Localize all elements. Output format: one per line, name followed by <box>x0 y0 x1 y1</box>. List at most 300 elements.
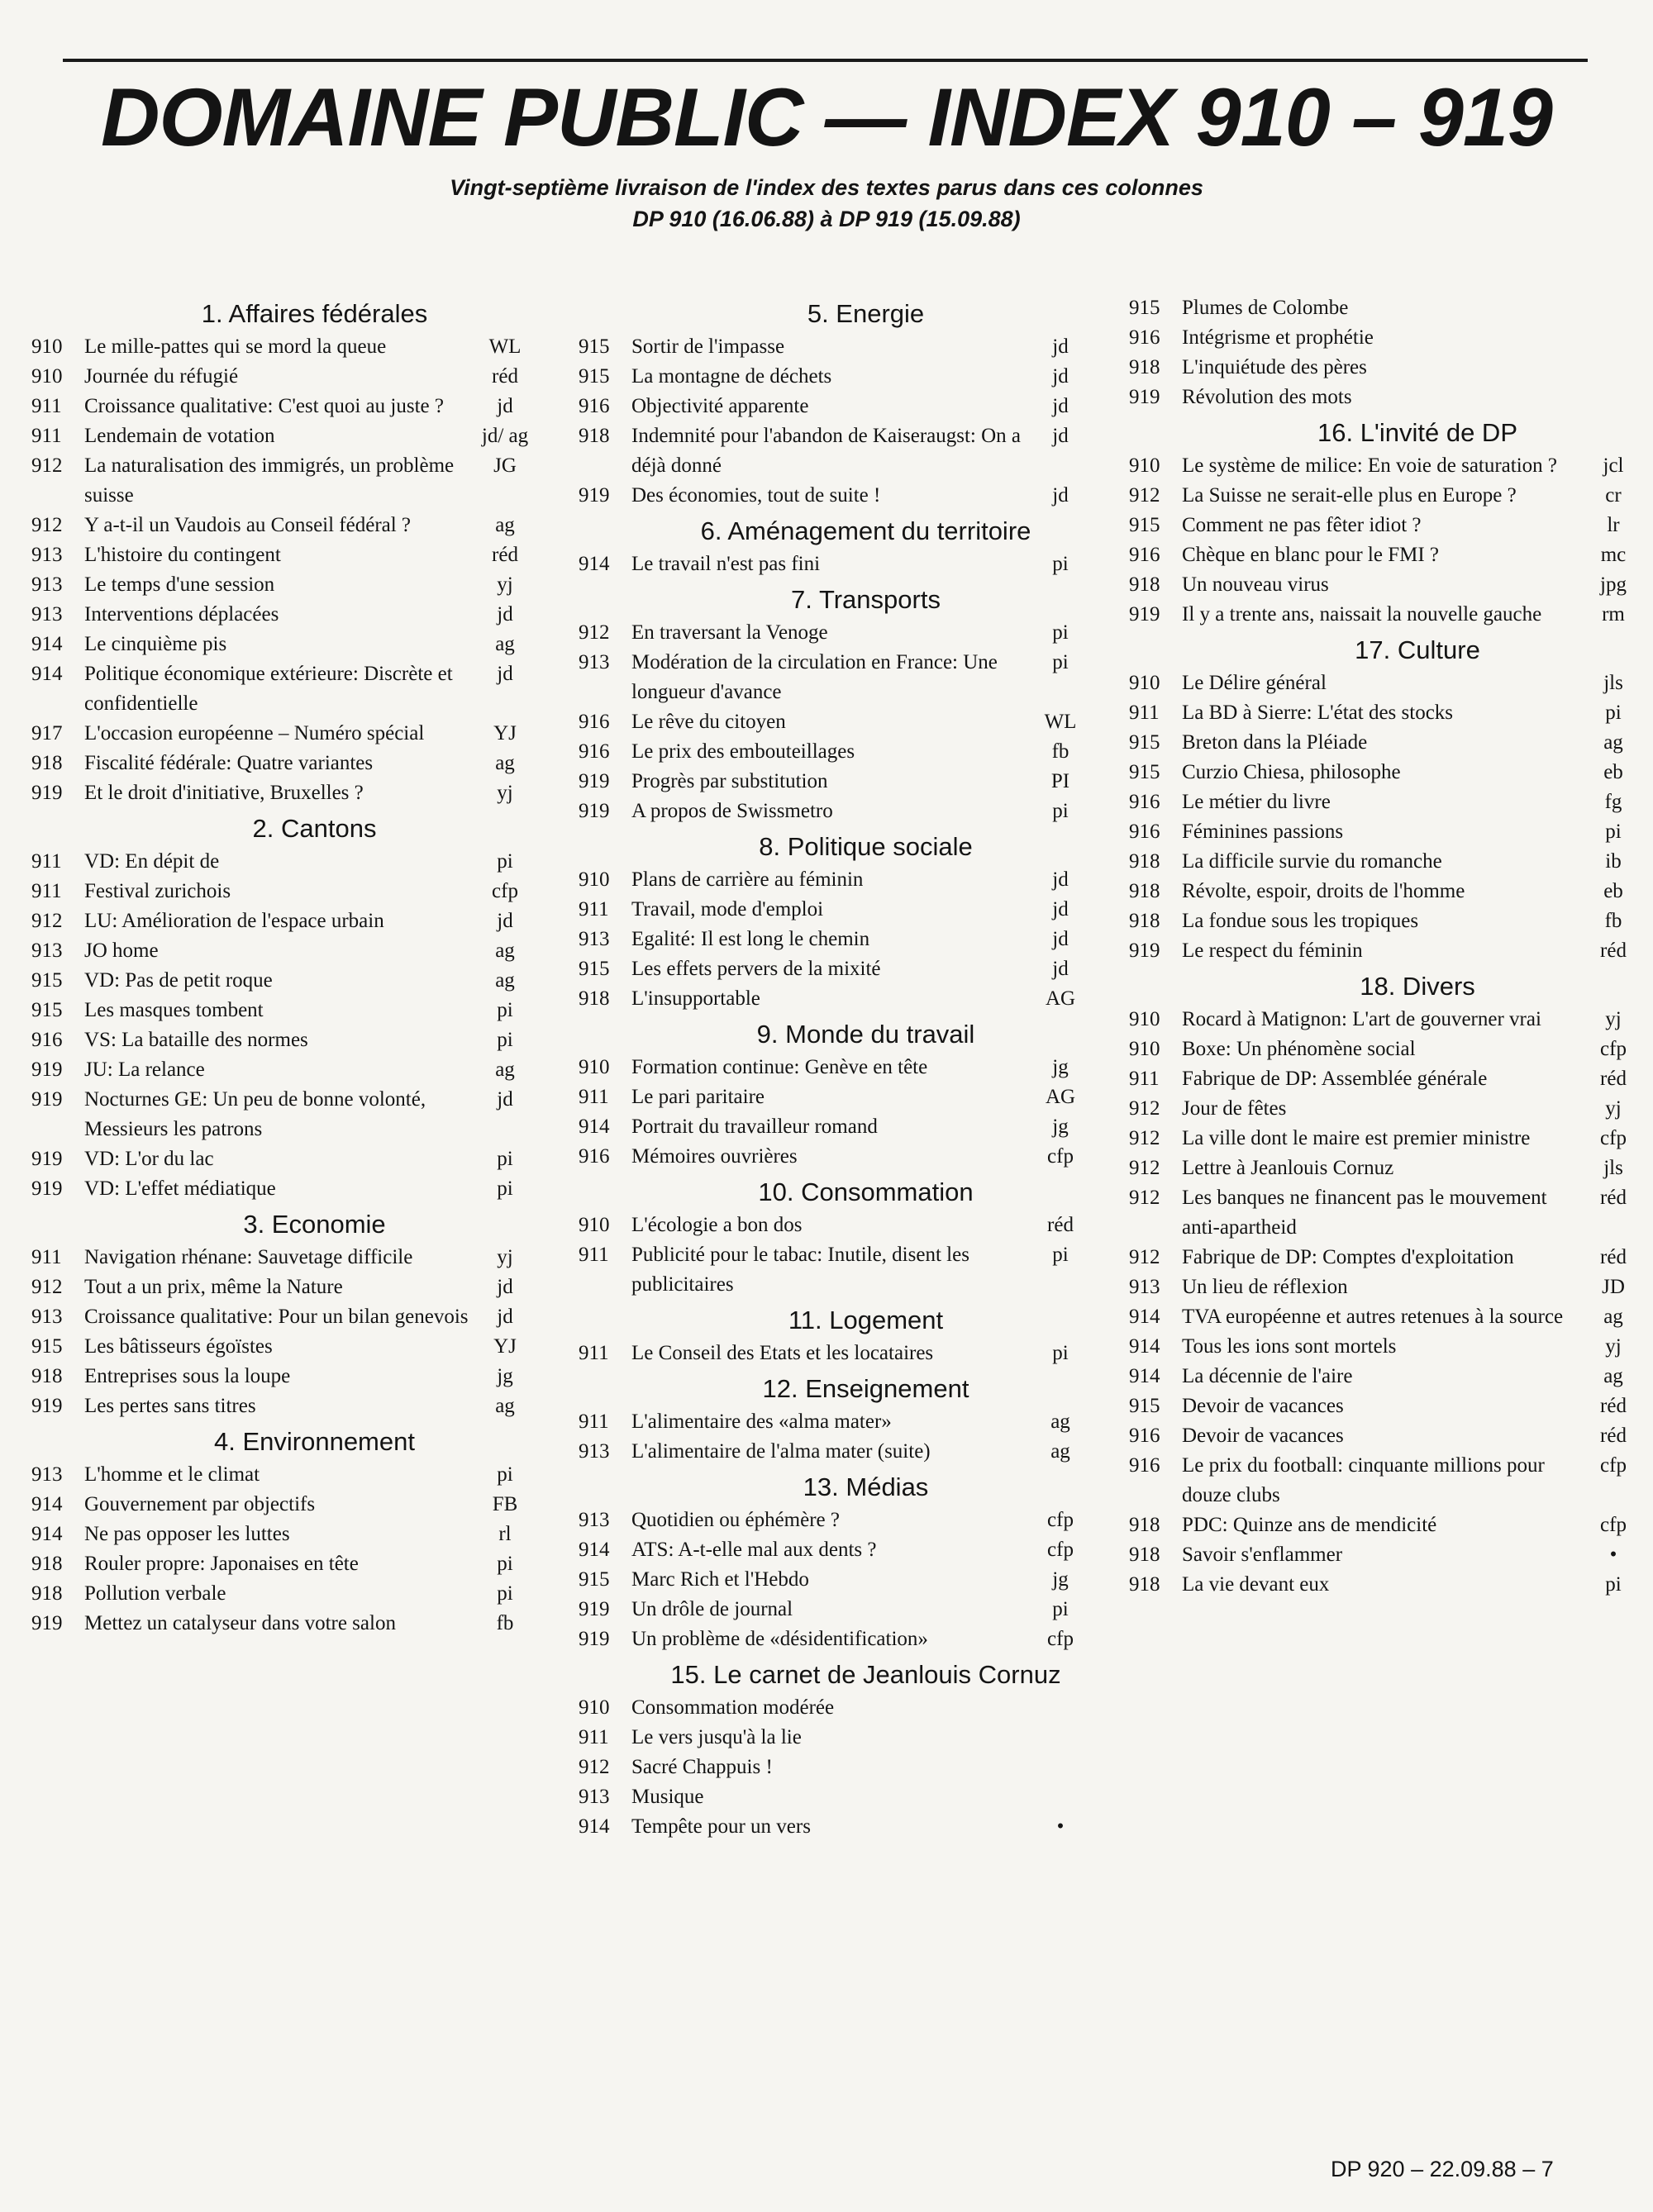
entry-title: La difficile survie du romanche <box>1182 850 1442 873</box>
index-section <box>31 1421 531 1639</box>
index-entry <box>31 778 531 808</box>
issue-number: 913 <box>579 928 610 950</box>
entry-title: Le cinquième pis <box>84 633 227 655</box>
entry-title: Chèque en blanc pour le FMI ? <box>1182 544 1440 566</box>
index-entry <box>579 648 1087 707</box>
index-entry <box>579 1407 1087 1437</box>
index-entry <box>31 362 531 392</box>
index-entry <box>579 1211 1087 1240</box>
index-entry <box>1129 323 1640 353</box>
issue-number: 914 <box>579 1539 610 1561</box>
author-initials: cfp <box>1047 1628 1074 1650</box>
page-title: DOMAINE PUBLIC — INDEX 910 – 919 <box>101 71 1552 163</box>
author-initials: pi <box>1052 800 1069 822</box>
entry-title: Croissance qualitative: C'est quoi au juste ? <box>84 395 444 417</box>
author-initials: jd <box>1052 395 1069 417</box>
author-initials: rl <box>498 1523 512 1545</box>
issue-number: 911 <box>579 898 609 920</box>
entry-title: L'écologie a bon dos <box>631 1214 803 1236</box>
author-initials: cfp <box>1047 1509 1074 1531</box>
issue-number: 910 <box>1129 1008 1160 1030</box>
entry-title: Le Conseil des Etats et les locataires <box>631 1342 934 1364</box>
section-heading: 7. Transports <box>791 585 941 614</box>
entry-title: L'histoire du contingent <box>84 544 281 566</box>
entry-title: Quotidien ou éphémère ? <box>631 1509 840 1531</box>
index-entry <box>579 1753 1087 1782</box>
author-initials: cfp <box>492 880 518 902</box>
entry-title: Il y a trente ans, naissait la nouvelle gauche <box>1182 603 1542 626</box>
index-entry <box>1129 1005 1640 1035</box>
index-section <box>579 1014 1087 1172</box>
index-entry <box>579 1812 1087 1842</box>
index-section <box>579 1654 1087 1842</box>
issue-number: 911 <box>1129 1068 1160 1090</box>
issue-number: 910 <box>31 335 63 358</box>
entry-title: L'homme et le climat <box>84 1463 260 1486</box>
index-entry <box>579 954 1087 984</box>
index-entry <box>1129 481 1640 511</box>
issue-number: 912 <box>1129 1157 1160 1179</box>
index-entry <box>579 984 1087 1014</box>
entry-title: VS: La bataille des normes <box>84 1029 308 1051</box>
issue-number: 919 <box>579 800 610 822</box>
author-initials: fb <box>1604 910 1622 932</box>
index-entry <box>31 996 531 1025</box>
index-entry <box>31 966 531 996</box>
author-initials: réd <box>1600 1246 1627 1268</box>
entry-title: Tempête pour un vers <box>631 1815 811 1838</box>
author-initials: réd <box>1600 1068 1627 1090</box>
entry-title: Le rêve du citoyen <box>631 711 786 733</box>
index-entry <box>579 1437 1087 1467</box>
entry-title: Fabrique de DP: Assemblée générale <box>1182 1068 1488 1090</box>
index-entry <box>31 1490 531 1520</box>
author-initials: ag <box>495 969 515 992</box>
entry-title: VD: L'or du lac <box>84 1148 214 1170</box>
index-section <box>31 1204 531 1421</box>
index-entry <box>31 877 531 906</box>
entry-title: Un lieu de réflexion <box>1182 1276 1348 1298</box>
entry-title: Des économies, tout de suite ! <box>631 484 881 507</box>
issue-number: 914 <box>31 633 63 655</box>
issue-number: 913 <box>579 1440 610 1463</box>
index-section <box>579 1467 1087 1654</box>
issue-number: 910 <box>31 365 63 388</box>
issue-number: 919 <box>579 770 610 792</box>
author-initials: ag <box>1050 1440 1070 1463</box>
issue-number: 912 <box>31 910 63 932</box>
index-entry <box>31 1243 531 1272</box>
issue-number: 911 <box>31 1246 62 1268</box>
author-initials: pi <box>1052 621 1069 644</box>
issue-number: 915 <box>31 969 63 992</box>
issue-number: 913 <box>579 1509 610 1531</box>
index-entry <box>1129 1540 1640 1570</box>
author-initials: cfp <box>1600 1038 1627 1060</box>
section-heading: 15. Le carnet de Jeanlouis Cornuz <box>670 1660 1061 1689</box>
issue-number: 910 <box>1129 1038 1160 1060</box>
index-entry <box>31 1609 531 1639</box>
index-entry <box>579 332 1087 362</box>
entry-title: Devoir de vacances <box>1182 1425 1344 1447</box>
issue-number: 910 <box>579 1696 610 1719</box>
issue-number: 917 <box>31 722 63 744</box>
index-entry <box>1129 1154 1640 1183</box>
author-initials: pi <box>1605 821 1622 843</box>
issue-number: 911 <box>579 1410 609 1433</box>
entry-title: Mettez un catalyseur dans votre salon <box>84 1612 396 1634</box>
top-rule <box>63 59 1588 62</box>
issue-number: 914 <box>31 1493 63 1515</box>
author-initials: • <box>1056 1815 1065 1838</box>
author-initials: ag <box>495 1058 515 1081</box>
index-entry <box>579 1112 1087 1142</box>
author-initials: AG <box>1045 987 1076 1010</box>
index-entry <box>1129 1391 1640 1421</box>
issue-number: 915 <box>31 1335 63 1358</box>
entry-title: L'alimentaire des «alma mater» <box>631 1410 892 1433</box>
author-initials: ag <box>495 752 515 774</box>
author-initials: jcl <box>1603 454 1624 477</box>
index-entry <box>31 719 531 749</box>
issue-number: 915 <box>1129 731 1160 754</box>
entry-title: Le travail n'est pas fini <box>631 553 821 575</box>
index-entry <box>1129 1243 1640 1272</box>
entry-title: Et le droit d'initiative, Bruxelles ? <box>84 782 364 804</box>
author-initials: jpg <box>1600 573 1627 596</box>
entry-title: Publicité pour le tabac: Inutile, disent les publicitaires <box>631 1244 969 1296</box>
index-entry <box>1129 936 1640 966</box>
entry-title: Le vers jusqu'à la lie <box>631 1726 802 1748</box>
entry-title: La vie devant eux <box>1182 1573 1330 1596</box>
index-entry <box>31 451 531 511</box>
index-entry <box>1129 787 1640 817</box>
index-section <box>579 511 1087 579</box>
index-entry <box>1129 817 1640 847</box>
issue-number: 918 <box>1129 356 1160 378</box>
index-entry <box>31 1085 531 1144</box>
index-entry <box>579 1723 1087 1753</box>
issue-number: 911 <box>579 1726 609 1748</box>
entry-title: Nocturnes GE: Un peu de bonne volonté, Messieurs les patrons <box>84 1088 426 1140</box>
entry-title: Plans de carrière au féminin <box>631 868 864 891</box>
author-initials: cfp <box>1600 1127 1627 1149</box>
author-initials: jd <box>1052 335 1069 358</box>
entry-title: Les masques tombent <box>84 999 264 1021</box>
issue-number: 916 <box>579 711 610 733</box>
index-entry <box>579 1565 1087 1595</box>
author-initials: yj <box>1605 1335 1622 1358</box>
index-entry <box>31 1055 531 1085</box>
issue-number: 915 <box>1129 761 1160 783</box>
issue-number: 914 <box>579 553 610 575</box>
author-initials: jg <box>1052 1116 1069 1138</box>
author-initials: pi <box>497 1582 513 1605</box>
issue-number: 919 <box>1129 940 1160 962</box>
author-initials: jd <box>497 395 513 417</box>
issue-number: 916 <box>1129 821 1160 843</box>
entry-title: Pollution verbale <box>84 1582 226 1605</box>
entry-title: Mémoires ouvrières <box>631 1145 798 1168</box>
index-entry <box>579 1339 1087 1368</box>
issue-number: 916 <box>579 740 610 763</box>
entry-title: Intégrisme et prophétie <box>1182 326 1374 349</box>
issue-number: 914 <box>31 663 63 685</box>
author-initials: pi <box>497 1029 513 1051</box>
author-initials: jd/ ag <box>481 425 529 447</box>
author-initials: JD <box>1602 1276 1625 1298</box>
issue-number: 911 <box>31 395 62 417</box>
author-initials: ag <box>1050 1410 1070 1433</box>
index-entry <box>1129 1451 1640 1510</box>
issue-number: 911 <box>579 1086 609 1108</box>
index-section <box>579 1172 1087 1300</box>
entry-title: Musique <box>631 1786 704 1808</box>
issue-number: 912 <box>1129 1187 1160 1209</box>
author-initials: pi <box>497 850 513 873</box>
index-entry <box>1129 383 1640 412</box>
entry-title: Consommation modérée <box>631 1696 835 1719</box>
section-heading: 13. Médias <box>803 1472 929 1501</box>
index-entry <box>31 600 531 630</box>
author-initials: pi <box>1052 1598 1069 1620</box>
issue-number: 916 <box>1129 791 1160 813</box>
issue-number: 915 <box>1129 514 1160 536</box>
issue-number: 916 <box>579 1145 610 1168</box>
section-heading: 11. Logement <box>788 1306 944 1334</box>
issue-number: 913 <box>579 1786 610 1808</box>
issue-number: 919 <box>579 484 610 507</box>
entry-title: Le prix des embouteillages <box>631 740 855 763</box>
issue-number: 919 <box>31 1177 63 1200</box>
issue-number: 911 <box>31 850 62 873</box>
author-initials: cfp <box>1047 1145 1074 1168</box>
author-initials: ag <box>1603 731 1623 754</box>
author-initials: jd <box>497 1088 513 1111</box>
author-initials: jd <box>1052 898 1069 920</box>
index-entry <box>1129 668 1640 698</box>
entry-title: Le système de milice: En voie de saturation ? <box>1182 454 1558 477</box>
index-entry <box>1129 728 1640 758</box>
index-entry <box>1129 1064 1640 1094</box>
index-entry <box>1129 1332 1640 1362</box>
entry-title: Gouvernement par objectifs <box>84 1493 316 1515</box>
entry-title: Un drôle de journal <box>631 1598 793 1620</box>
author-initials: ag <box>1603 1306 1623 1328</box>
author-initials: réd <box>492 544 518 566</box>
index-entry <box>579 865 1087 895</box>
index-entry <box>31 511 531 540</box>
issue-number: 918 <box>1129 880 1160 902</box>
index-entry <box>1129 1302 1640 1332</box>
issue-number: 911 <box>579 1244 609 1266</box>
section-heading: 6. Aménagement du territoire <box>700 516 1031 545</box>
author-initials: pi <box>1052 1244 1069 1266</box>
index-entry <box>579 362 1087 392</box>
index-entry <box>579 481 1087 511</box>
author-initials: jd <box>497 603 513 626</box>
entry-title: Plumes de Colombe <box>1182 297 1349 319</box>
author-initials: réd <box>492 365 518 388</box>
entry-title: Egalité: Il est long le chemin <box>631 928 870 950</box>
author-initials: ag <box>495 1395 515 1417</box>
entry-title: A propos de Swissmetro <box>631 800 833 822</box>
issue-number: 918 <box>1129 850 1160 873</box>
entry-title: Le respect du féminin <box>1182 940 1363 962</box>
index-section <box>579 826 1087 1014</box>
author-initials: jd <box>1052 425 1069 447</box>
entry-title: Croissance qualitative: Pour un bilan genevois <box>84 1306 469 1328</box>
issue-number: 915 <box>579 1568 610 1591</box>
entry-title: Révolution des mots <box>1182 386 1352 408</box>
author-initials: jd <box>1052 365 1069 388</box>
index-entry <box>579 1782 1087 1812</box>
author-initials: pi <box>497 999 513 1021</box>
entry-title: La BD à Sierre: L'état des stocks <box>1182 702 1454 724</box>
entry-title: La fondue sous les tropiques <box>1182 910 1419 932</box>
entry-title: Progrès par substitution <box>631 770 828 792</box>
issue-number: 912 <box>1129 1127 1160 1149</box>
entry-title: Indemnité pour l'abandon de Kaiseraugst: On a déjà donné <box>631 425 1022 477</box>
entry-title: JO home <box>84 940 159 962</box>
index-entry <box>1129 1094 1640 1124</box>
author-initials: yj <box>1605 1097 1622 1120</box>
author-initials: WL <box>1044 711 1077 733</box>
author-initials: jg <box>1052 1568 1069 1591</box>
section-heading: 17. Culture <box>1355 635 1480 664</box>
author-initials: • <box>1609 1544 1617 1566</box>
entry-title: LU: Amélioration de l'espace urbain <box>84 910 384 932</box>
issue-number: 918 <box>31 1582 63 1605</box>
entry-title: Marc Rich et l'Hebdo <box>631 1568 809 1591</box>
issue-number: 915 <box>579 365 610 388</box>
issue-number: 914 <box>1129 1306 1160 1328</box>
issue-number: 916 <box>31 1029 63 1051</box>
issue-number: 913 <box>31 544 63 566</box>
issue-number: 913 <box>31 1306 63 1328</box>
author-initials: pi <box>1052 651 1069 673</box>
author-initials: pi <box>497 1177 513 1200</box>
index-entry <box>1129 1362 1640 1391</box>
author-initials: pi <box>497 1553 513 1575</box>
index-entry <box>31 392 531 421</box>
author-initials: ag <box>495 633 515 655</box>
entry-title: Fiscalité fédérale: Quatre variantes <box>84 752 374 774</box>
entry-title: L'alimentaire de l'alma mater (suite) <box>631 1440 931 1463</box>
issue-number: 919 <box>31 782 63 804</box>
issue-number: 916 <box>1129 1425 1160 1447</box>
issue-number: 915 <box>1129 1395 1160 1417</box>
entry-title: Festival zurichois <box>84 880 231 902</box>
entry-title: Entreprises sous la loupe <box>84 1365 291 1387</box>
issue-number: 912 <box>1129 1246 1160 1268</box>
index-section <box>1129 412 1640 630</box>
author-initials: réd <box>1047 1214 1074 1236</box>
entry-title: L'insupportable <box>631 987 760 1010</box>
issue-number: 919 <box>1129 386 1160 408</box>
index-entry <box>1129 1035 1640 1064</box>
issue-number: 918 <box>31 752 63 774</box>
entry-title: TVA européenne et autres retenues à la source <box>1182 1306 1564 1328</box>
index-section <box>579 293 1087 511</box>
author-initials: YJ <box>493 1335 517 1358</box>
section-heading: 9. Monde du travail <box>756 1020 975 1049</box>
entry-title: Devoir de vacances <box>1182 1395 1344 1417</box>
author-initials: ib <box>1605 850 1622 873</box>
author-initials: pi <box>1605 1573 1622 1596</box>
index-entry <box>31 1272 531 1302</box>
issue-number: 915 <box>31 999 63 1021</box>
author-initials: yj <box>497 1246 513 1268</box>
index-entry <box>31 1302 531 1332</box>
author-initials: ag <box>495 940 515 962</box>
index-entry <box>31 421 531 451</box>
index-entry <box>31 847 531 877</box>
entry-title: Le mille-pattes qui se mord la queue <box>84 335 387 358</box>
entry-title: Les bâtisseurs égoïstes <box>84 1335 273 1358</box>
entry-title: Politique économique extérieure: Discrète et confidentielle <box>84 663 453 715</box>
entry-title: Modération de la circulation en France: Une longueur d'avance <box>631 651 998 703</box>
issue-number: 913 <box>579 651 610 673</box>
index-entry <box>1129 1421 1640 1451</box>
entry-title: Rocard à Matignon: L'art de gouverner vrai <box>1182 1008 1541 1030</box>
index-section <box>1129 966 1640 1600</box>
index-entry <box>579 737 1087 767</box>
issue-number: 910 <box>1129 454 1160 477</box>
issue-number: 916 <box>1129 1454 1160 1477</box>
index-section <box>579 579 1087 826</box>
author-initials: jd <box>1052 958 1069 980</box>
index-entry <box>579 767 1087 797</box>
entry-title: Sortir de l'impasse <box>631 335 785 358</box>
index-entry <box>31 1460 531 1490</box>
author-initials: fb <box>496 1612 514 1634</box>
entry-title: L'occasion européenne – Numéro spécial <box>84 722 425 744</box>
index-entry <box>31 906 531 936</box>
index-entry <box>31 630 531 659</box>
index-entry <box>579 1693 1087 1723</box>
index-entry <box>31 659 531 719</box>
index-entry <box>1129 293 1640 323</box>
index-entry <box>31 1362 531 1391</box>
author-initials: pi <box>1052 553 1069 575</box>
section-heading: 2. Cantons <box>252 814 377 843</box>
author-initials: yj <box>1605 1008 1622 1030</box>
index-entry <box>1129 1124 1640 1154</box>
issue-number: 913 <box>31 603 63 626</box>
author-initials: jd <box>497 663 513 685</box>
index-entry <box>31 1174 531 1204</box>
section-heading: 8. Politique sociale <box>759 832 973 861</box>
author-initials: réd <box>1600 1395 1627 1417</box>
author-initials: eb <box>1603 761 1623 783</box>
index-entry <box>1129 1183 1640 1243</box>
issue-number: 918 <box>1129 1573 1160 1596</box>
issue-number: 912 <box>1129 1097 1160 1120</box>
index-entry <box>579 1625 1087 1654</box>
entry-title: Le pari paritaire <box>631 1086 765 1108</box>
entry-title: La Suisse ne serait-elle plus en Europe ? <box>1182 484 1517 507</box>
entry-title: Savoir s'enflammer <box>1182 1544 1343 1566</box>
index-entry <box>31 1391 531 1421</box>
issue-number: 912 <box>579 1756 610 1778</box>
entry-title: La ville dont le maire est premier ministre <box>1182 1127 1531 1149</box>
author-initials: ag <box>495 514 515 536</box>
issue-number: 918 <box>579 987 610 1010</box>
issue-number: 913 <box>1129 1276 1160 1298</box>
entry-title: Y a-t-il un Vaudois au Conseil fédéral ? <box>84 514 412 536</box>
issue-number: 919 <box>1129 603 1160 626</box>
